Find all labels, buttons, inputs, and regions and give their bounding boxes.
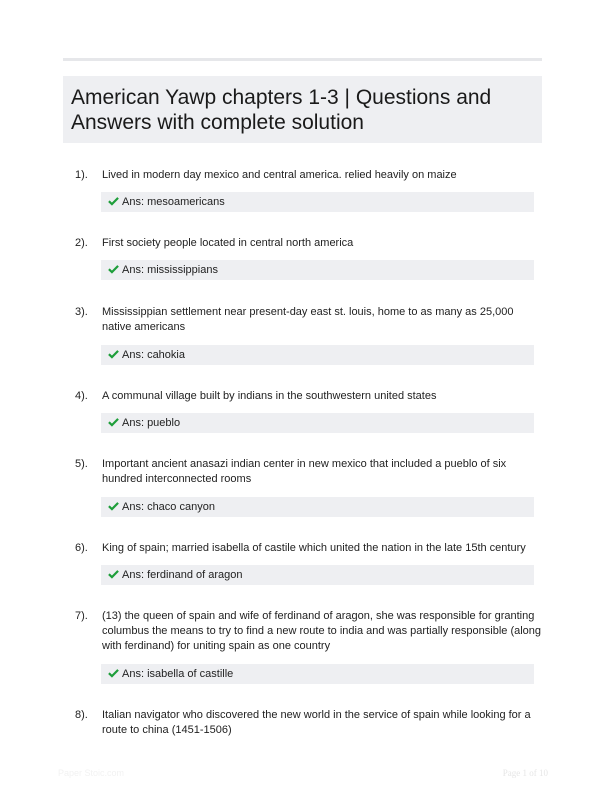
footer-site: Paper Stoic.com xyxy=(58,768,125,778)
answer-box xyxy=(101,413,534,433)
answer-text: Ans: mesoamericans xyxy=(122,196,225,208)
question-text: Lived in modern day mexico and central america. relied heavily on maize xyxy=(102,169,457,181)
answer-box xyxy=(101,192,534,212)
question-number: 8). xyxy=(75,709,88,721)
checkmark-icon xyxy=(108,569,119,579)
question-text: Important ancient anasazi indian center in new mexico that included a pueblo of six hundred interconnected rooms xyxy=(102,458,507,485)
checkmark-icon xyxy=(108,668,119,678)
question-number: 3). xyxy=(75,306,88,318)
question-text: King of spain; married isabella of castile which united the nation in the late 15th century xyxy=(102,542,526,554)
answer-text: Ans: isabella of castille xyxy=(122,668,234,680)
answer-box xyxy=(101,497,534,517)
question-number: 4). xyxy=(75,390,88,402)
checkmark-icon xyxy=(108,196,119,206)
checkmark-icon xyxy=(108,349,119,359)
answer-box xyxy=(101,345,534,365)
footer-page-number: Page 1 of 10 xyxy=(502,768,548,778)
question-number: 5). xyxy=(75,458,88,470)
answer-box xyxy=(101,260,534,280)
answer-text: Ans: mississippians xyxy=(122,264,218,276)
question-text: Mississippian settlement near present-day east st. louis, home to as many as 25,000 native americans xyxy=(102,306,514,333)
answer-box xyxy=(101,565,534,585)
answer-text: Ans: chaco canyon xyxy=(122,501,215,513)
answer-box xyxy=(101,664,534,684)
question-text: A communal village built by indians in the southwestern united states xyxy=(102,390,437,402)
answer-text: Ans: ferdinand of aragon xyxy=(122,569,243,581)
question-text: (13) the queen of spain and wife of ferdinand of aragon, she was responsible for granting columbus the means to try to find a new route to india and was partially responsible (along with ferdinand) for uniting spain as one country xyxy=(102,610,542,652)
answer-text: Ans: cahokia xyxy=(122,349,185,361)
document-title: American Yawp chapters 1-3 | Questions and Answers with complete solution xyxy=(71,86,492,134)
question-text: First society people located in central north america xyxy=(102,237,354,249)
checkmark-icon xyxy=(108,417,119,427)
question-number: 2). xyxy=(75,237,88,249)
checkmark-icon xyxy=(108,264,119,274)
question-number: 6). xyxy=(75,542,88,554)
question-number: 1). xyxy=(75,169,88,181)
answer-text: Ans: pueblo xyxy=(122,417,181,429)
checkmark-icon xyxy=(108,501,119,511)
question-text: Italian navigator who discovered the new world in the service of spain while looking for a route to china (1451-1506) xyxy=(102,709,531,736)
question-number: 7). xyxy=(75,610,88,622)
